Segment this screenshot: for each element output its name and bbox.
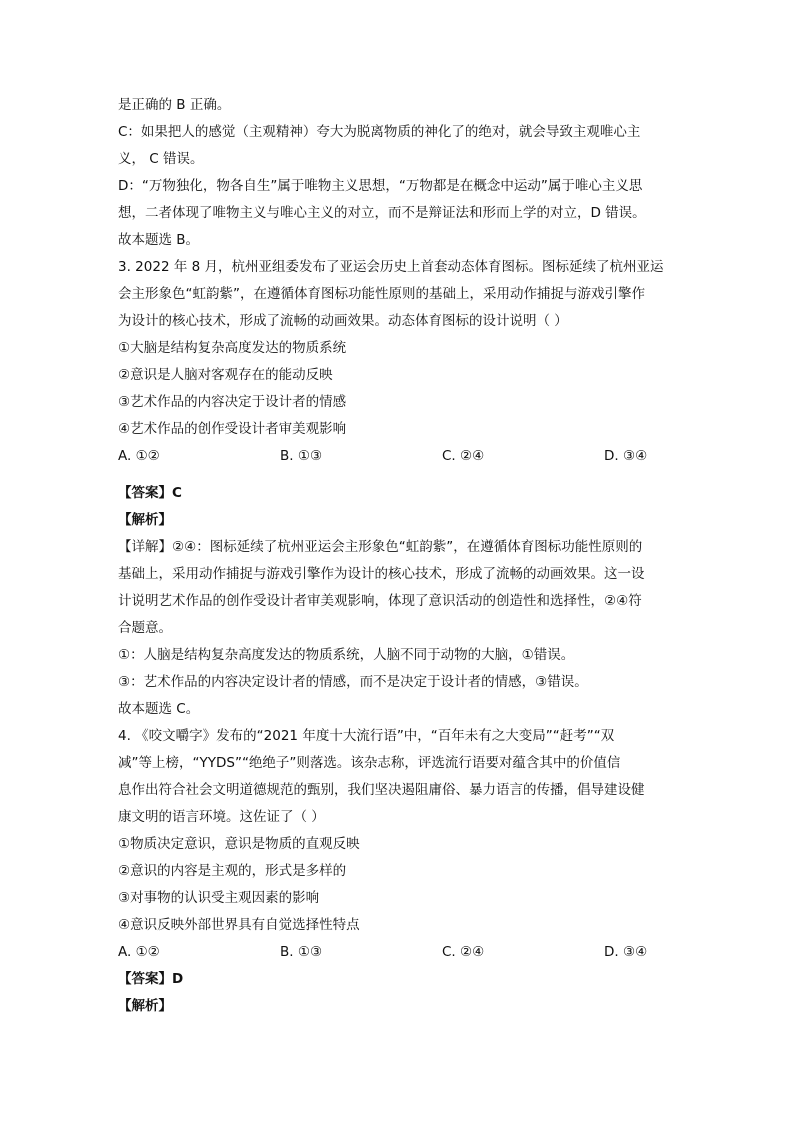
text-line: D：“万物独化，物各自生”属于唯物主义思想，“万物都是在概念中运动”属于唯心主义思: [118, 178, 643, 194]
option-c: C. ②④: [442, 944, 485, 960]
statement-item: ①大脑是结构复杂高度发达的物质系统: [118, 340, 347, 356]
analysis-title: 【解析】: [118, 998, 172, 1014]
question-stem-line: 3. 2022 年 8 月，杭州亚组委发布了亚运会历史上首套动态体育图标。图标延续了杭州亚运: [118, 259, 664, 275]
answer-options: [118, 939, 678, 966]
answer-options: [118, 443, 678, 470]
text-line: 是正确的 B 正确。: [118, 97, 231, 113]
statement-item: ④意识反映外部世界具有自觉选择性特点: [118, 917, 360, 933]
analysis-line: ①：人脑是结构复杂高度发达的物质系统，人脑不同于动物的大脑，①错误。: [118, 647, 575, 663]
option-a: A. ①②: [118, 944, 160, 960]
question-4: [118, 723, 678, 1020]
option-b: B. ①③: [280, 448, 323, 464]
prev-question-analysis: [118, 92, 678, 254]
text-line: 义， C 错误。: [118, 151, 204, 167]
statement-item: ③艺术作品的内容决定于设计者的情感: [118, 394, 347, 410]
analysis-line: 计说明艺术作品的创作受设计者审美观影响，体现了意识活动的创造性和选择性，②④符: [118, 593, 642, 609]
analysis-line: 基础上，采用动作捕捉与游戏引擎作为设计的核心技术，形成了流畅的动画效果。这一设: [118, 566, 645, 582]
option-b: B. ①③: [280, 944, 323, 960]
analysis-line: 合题意。: [118, 620, 172, 636]
question-stem-line: 息作出符合社会文明道德规范的甄别，我们坚决遏阻庸俗、暴力语言的传播，倡导建设健: [118, 782, 645, 798]
analysis-line: 【详解】②④：图标延续了杭州亚运会主形象色“虹韵紫”，在遵循体育图标功能性原则的: [118, 539, 643, 555]
document-content: [118, 92, 678, 1020]
question-stem-line: 减”等上榜，“YYDS”“绝绝子”则落选。该杂志称，评选流行语要对蕴含其中的价值信: [118, 755, 621, 771]
option-d: D. ③④: [604, 448, 648, 464]
statement-item: ④艺术作品的创作受设计者审美观影响: [118, 421, 347, 437]
analysis-title: 【解析】: [118, 512, 172, 528]
option-c: C. ②④: [442, 448, 485, 464]
statement-item: ③对事物的认识受主观因素的影响: [118, 890, 320, 906]
question-stem-line: 4. 《咬文嚼字》发布的“2021 年度十大流行语”中，“百年未有之大变局”“赶考”“双: [118, 728, 615, 744]
option-a: A. ①②: [118, 448, 160, 464]
question-stem-line: 康文明的语言环境。这佐证了（ ）: [118, 809, 325, 825]
text-line: 想，二者体现了唯物主义与唯心主义的对立，而不是辩证法和形而上学的对立，D 错误。: [118, 205, 646, 221]
answer-label: 【答案】D: [118, 971, 184, 987]
statement-item: ①物质决定意识，意识是物质的直观反映: [118, 836, 360, 852]
option-d: D. ③④: [604, 944, 648, 960]
text-line: C：如果把人的感觉（主观精神）夸大为脱离物质的神化了的绝对，就会导致主观唯心主: [118, 124, 641, 140]
statement-item: ②意识是人脑对客观存在的能动反映: [118, 367, 333, 383]
answer-label: 【答案】C: [118, 485, 182, 501]
statement-item: ②意识的内容是主观的，形式是多样的: [118, 863, 347, 879]
analysis-line: 故本题选 C。: [118, 701, 200, 717]
question-stem-line: 会主形象色“虹韵紫”，在遵循体育图标功能性原则的基础上，采用动作捕捉与游戏引擎作: [118, 286, 645, 302]
question-3: [118, 254, 678, 723]
question-stem-line: 为设计的核心技术，形成了流畅的动画效果。动态体育图标的设计说明（ ）: [118, 313, 568, 329]
text-line: 故本题选 B。: [118, 232, 200, 248]
analysis-line: ③：艺术作品的内容决定设计者的情感，而不是决定于设计者的情感，③错误。: [118, 674, 588, 690]
